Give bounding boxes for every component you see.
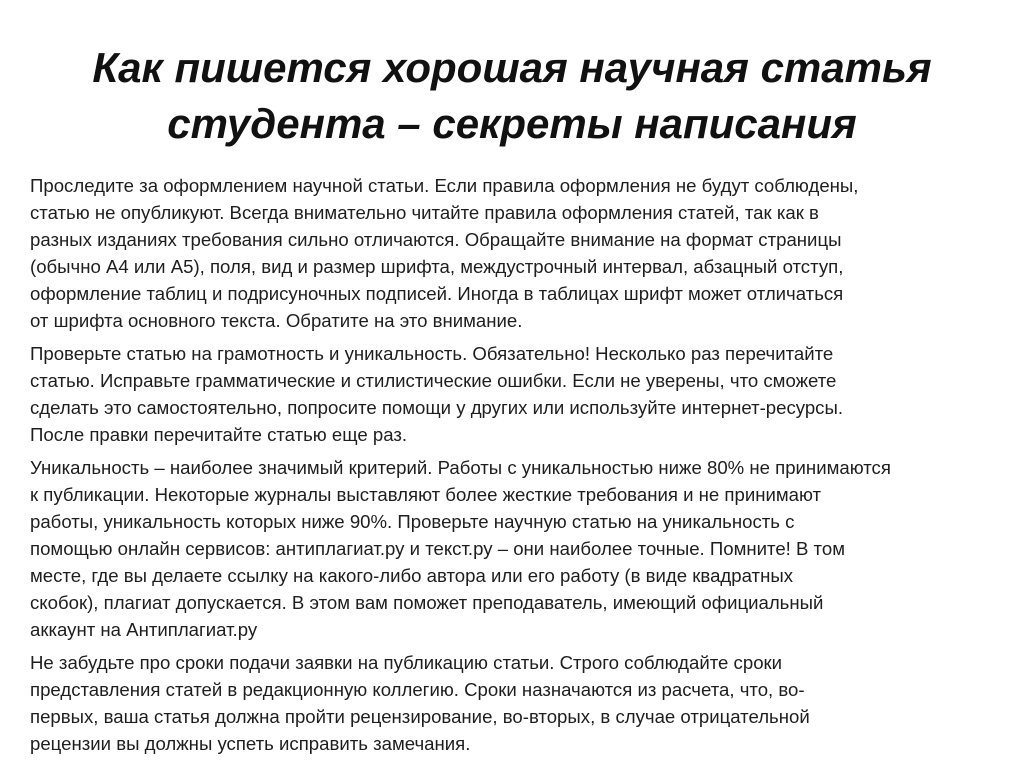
paragraph-line: Проверьте статью на грамотность и уникальность. Обязательно! Несколько раз перечитайте: [30, 343, 834, 364]
paragraph-line: работы, уникальность которых ниже 90%. Проверьте научную статью на уникальность с: [30, 511, 795, 532]
paragraph-formatting: [30, 172, 996, 334]
paragraph-uniqueness: [30, 454, 996, 643]
title-line-1: Как пишется хорошая научная статья: [92, 44, 932, 91]
paragraph-line: оформление таблиц и подрисуночных подписей. Иногда в таблицах шрифт может отличаться: [30, 283, 844, 304]
paragraph-proofreading: [30, 340, 996, 448]
paragraph-line: (обычно А4 или А5), поля, вид и размер шрифта, междустрочный интервал, абзацный отступ,: [30, 256, 844, 277]
article-body: [30, 172, 996, 763]
title-line-2: студента – секреты написания: [167, 100, 857, 147]
page-title: [30, 40, 994, 152]
paragraph-line: разных изданиях требования сильно отличаются. Обращайте внимание на формат страницы: [30, 229, 842, 250]
paragraph-line: аккаунт на Антиплагиат.ру: [30, 619, 258, 640]
paragraph-line: скобок), плагиат допускается. В этом вам поможет преподаватель, имеющий официальный: [30, 592, 824, 613]
paragraph-line: Не забудьте про сроки подачи заявки на публикацию статьи. Строго соблюдайте сроки: [30, 652, 783, 673]
paragraph-line: Проследите за оформлением научной статьи. Если правила оформления не будут соблюдены,: [30, 175, 859, 196]
paragraph-line: статью. Исправьте грамматические и стилистические ошибки. Если не уверены, что сможете: [30, 370, 837, 391]
paragraph-line: Уникальность – наиболее значимый критерий. Работы с уникальностью ниже 80% не принимаются: [30, 457, 891, 478]
paragraph-deadlines: [30, 649, 996, 757]
paragraph-line: к публикации. Некоторые журналы выставляют более жесткие требования и не принимают: [30, 484, 822, 505]
paragraph-line: рецензии вы должны успеть исправить замечания.: [30, 733, 471, 754]
paragraph-line: первых, ваша статья должна пройти рецензирование, во-вторых, в случае отрицательной: [30, 706, 810, 727]
paragraph-line: После правки перечитайте статью еще раз.: [30, 424, 408, 445]
paragraph-line: представления статей в редакционную коллегию. Сроки назначаются из расчета, что, во-: [30, 679, 805, 700]
paragraph-line: месте, где вы делаете ссылку на какого-либо автора или его работу (в виде квадратных: [30, 565, 794, 586]
paragraph-line: от шрифта основного текста. Обратите на это внимание.: [30, 310, 523, 331]
paragraph-line: помощью онлайн сервисов: антиплагиат.ру и текст.ру – они наиболее точные. Помните! В том: [30, 538, 845, 559]
paragraph-line: статью не опубликуют. Всегда внимательно читайте правила оформления статей, так как в: [30, 202, 819, 223]
paragraph-line: сделать это самостоятельно, попросите помощи у других или используйте интернет-ресурсы.: [30, 397, 844, 418]
